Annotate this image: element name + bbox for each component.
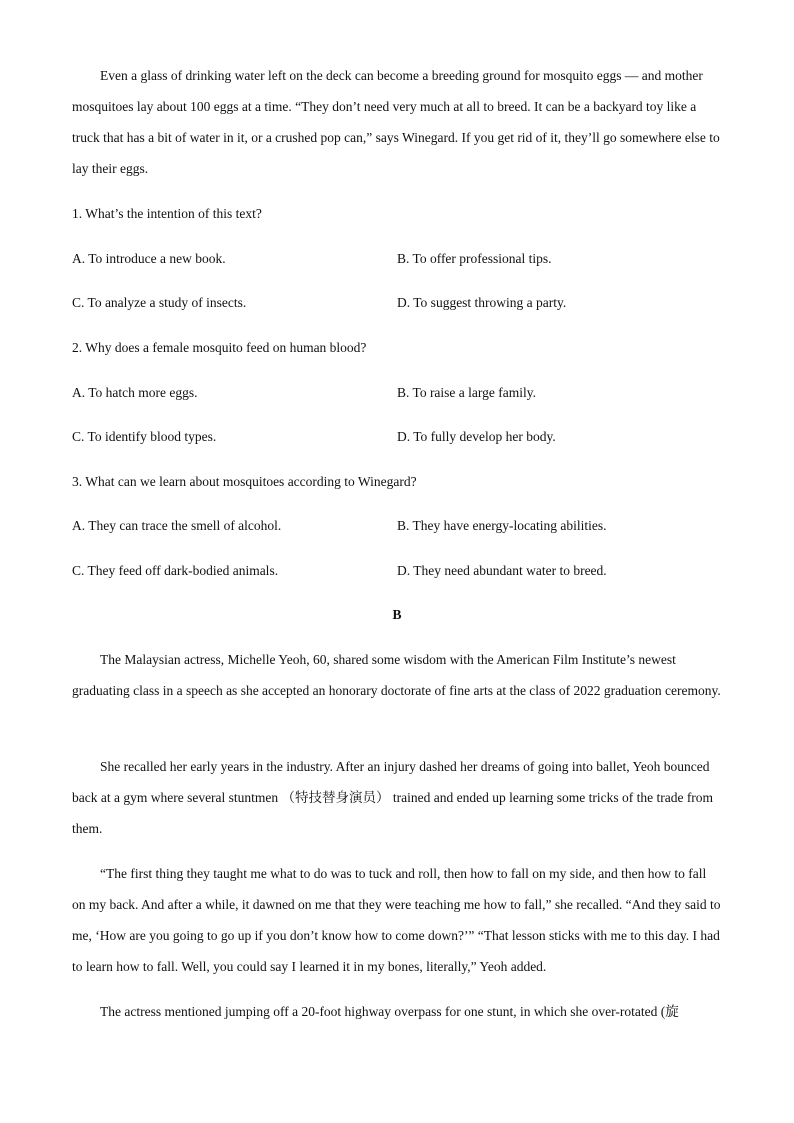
question-1-option-b: B. To offer professional tips. bbox=[397, 251, 552, 266]
section-b-heading: B bbox=[392, 607, 402, 622]
question-2-option-d: D. To fully develop her body. bbox=[397, 429, 556, 444]
question-2-stem: 2. Why does a female mosquito feed on human blood? bbox=[72, 340, 367, 355]
section-b-paragraph-1: The Malaysian actress, Michelle Yeoh, 60, shared some wisdom with the American Film Institute’s newest graduating class in a speech as she accepted an honorary doctorate of fine arts at the class of 2022 graduation ceremony. bbox=[72, 652, 721, 698]
question-3-option-a: A. They can trace the smell of alcohol. bbox=[72, 518, 282, 533]
section-b-paragraph-2: She recalled her early years in the industry. After an injury dashed her dreams of going into ballet, Yeoh bounced back at a gym where several stuntmen （特技替身演员） trained and ended up learning some tricks of the trade from them. bbox=[72, 759, 714, 836]
passage-a-final-paragraph: Even a glass of drinking water left on the deck can become a breeding ground for mosquito eggs — and mother mosquitoes lay about 100 eggs at a time. “They don’t need very much at all to breed. It can be a backyard toy like a truck that has a bit of water in it, or a crushed pop can,” says Winegard. If you get rid of it, they’ll go somewhere else to lay their eggs. bbox=[72, 68, 720, 176]
section-b-paragraph-4: The actress mentioned jumping off a 20-foot highway overpass for one stunt, in which she over-rotated (旋 bbox=[100, 1004, 679, 1019]
question-3-option-c: C. They feed off dark-bodied animals. bbox=[72, 563, 279, 578]
question-1-option-a: A. To introduce a new book. bbox=[72, 251, 226, 266]
question-3-option-d: D. They need abundant water to breed. bbox=[397, 563, 607, 578]
question-1-option-c: C. To analyze a study of insects. bbox=[72, 295, 247, 310]
question-2-option-c: C. To identify blood types. bbox=[72, 429, 217, 444]
question-1-option-d: D. To suggest throwing a party. bbox=[397, 295, 567, 310]
question-3-option-b: B. They have energy-locating abilities. bbox=[397, 518, 607, 533]
question-3-stem: 3. What can we learn about mosquitoes according to Winegard? bbox=[72, 474, 417, 489]
question-2-option-b: B. To raise a large family. bbox=[397, 385, 537, 400]
question-2-option-a: A. To hatch more eggs. bbox=[72, 385, 198, 400]
question-1-stem: 1. What’s the intention of this text? bbox=[72, 206, 262, 221]
section-b-paragraph-3: “The first thing they taught me what to do was to tuck and roll, then how to fall on my side, and then how to fall on my back. And after a while, it dawned on me that they were teaching me how to fall,” she recalled. “And they said to me, ‘How are you going to go up if you don’t know how to come down?’” “That lesson sticks with me to this day. I had to learn how to fall. Well, you could say I learned it in my bones, literally,” Yeoh added. bbox=[72, 866, 721, 974]
